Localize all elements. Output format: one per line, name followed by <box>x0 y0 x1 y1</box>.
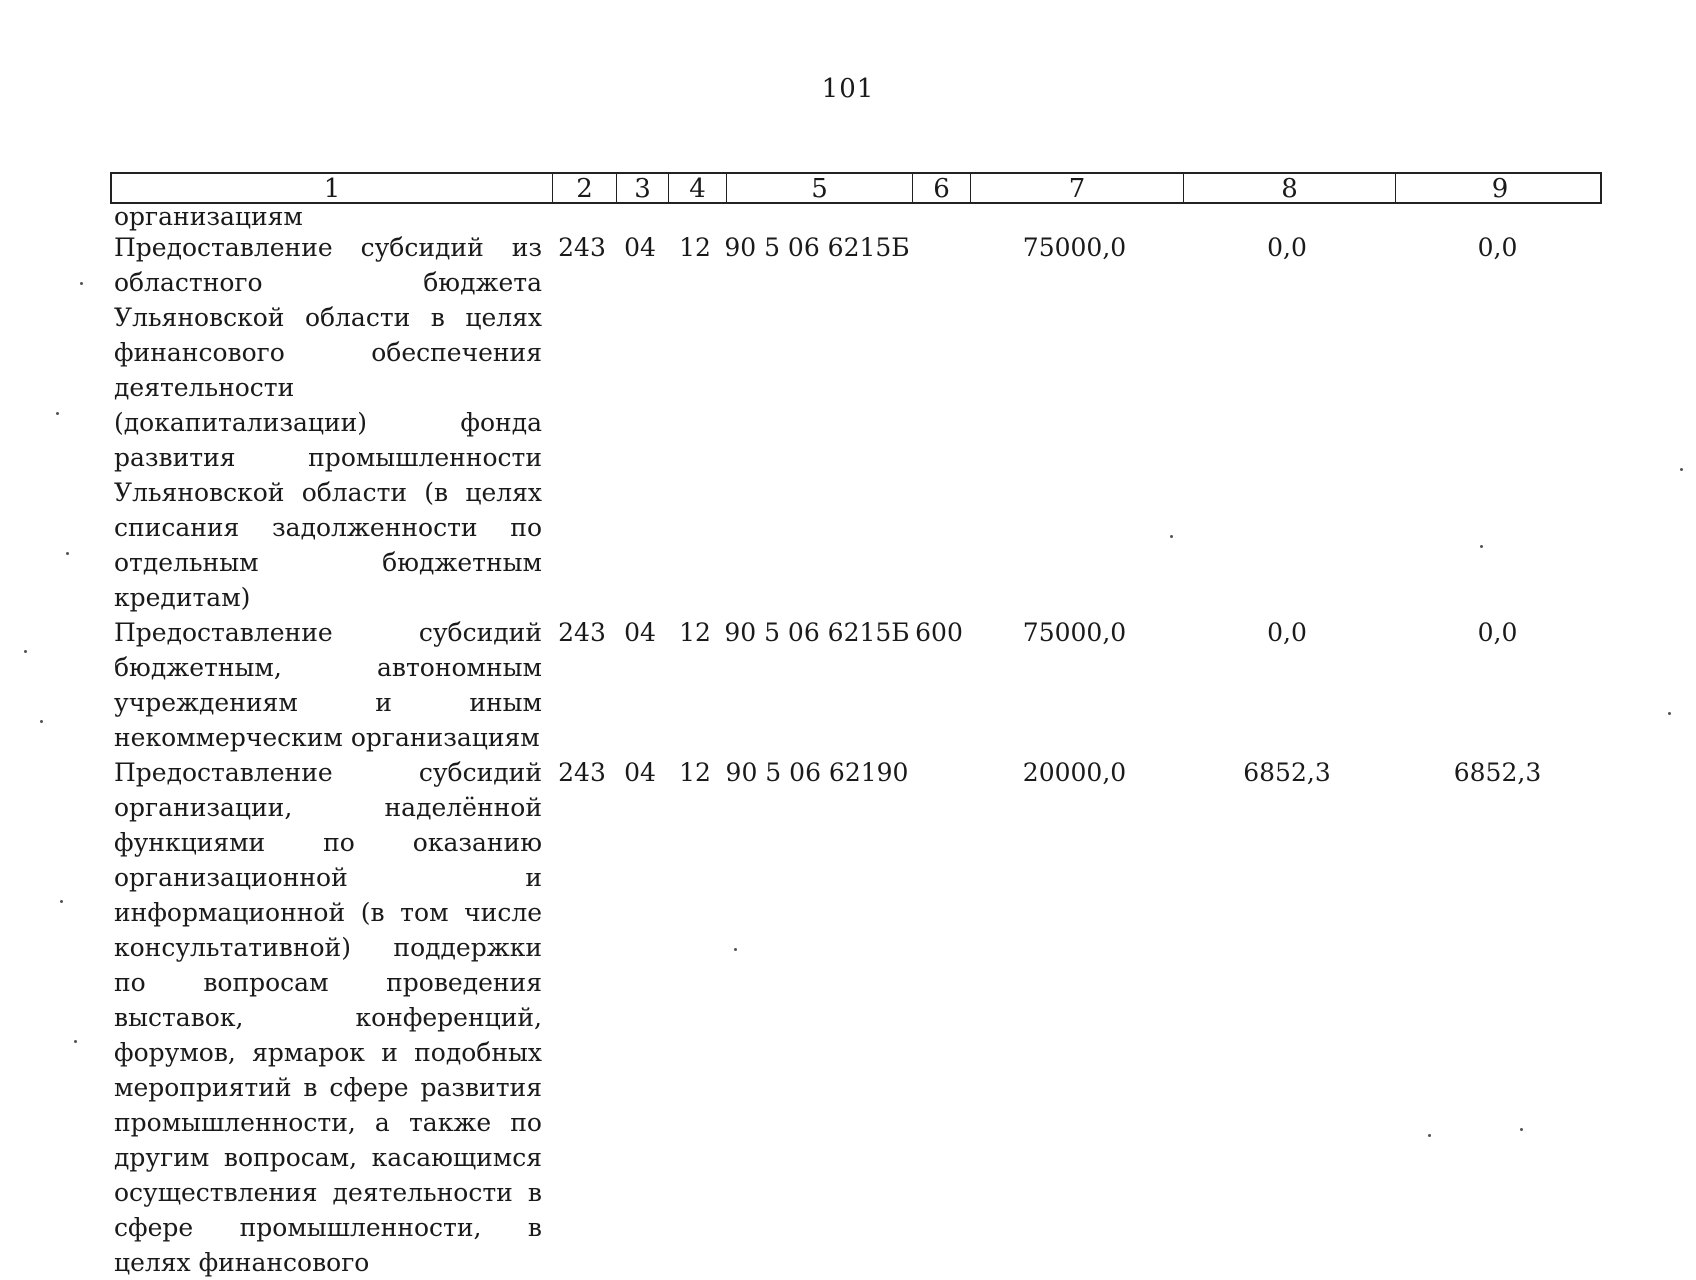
cell-col-2: 243 <box>558 233 606 262</box>
cell-col-2: 243 <box>558 618 606 647</box>
cell-col-6 <box>910 230 968 615</box>
budget-table <box>110 172 1602 1280</box>
table-row <box>110 615 1602 755</box>
scan-speck <box>734 948 737 951</box>
scan-speck <box>1170 535 1173 538</box>
cell-col-7: 75000,0 <box>1022 233 1127 262</box>
table-row <box>110 230 1602 615</box>
cell-col-2: 243 <box>558 758 606 787</box>
cell-col-7: 20000,0 <box>1022 758 1127 787</box>
scan-speck <box>1480 545 1483 548</box>
scan-speck <box>60 900 63 903</box>
scan-speck <box>24 650 27 653</box>
cell-col-9: 0,0 <box>1477 233 1518 262</box>
table-row-continuation <box>110 204 1602 230</box>
column-number-2: 2 <box>552 174 616 204</box>
cell-col-3: 04 <box>624 618 656 647</box>
cell-col-4: 12 <box>679 758 711 787</box>
scan-speck <box>1680 468 1683 471</box>
column-number-5: 5 <box>726 174 912 204</box>
scan-speck <box>1428 1134 1431 1137</box>
column-number-3: 3 <box>616 174 668 204</box>
cell-col-9: 6852,3 <box>1453 758 1542 787</box>
row-name: Предоставление субсидий бюджетным, автономным учреждениям и иным некоммерческим организациям <box>114 618 542 752</box>
column-number-4: 4 <box>668 174 726 204</box>
scan-speck <box>40 720 43 723</box>
cell-col-3: 04 <box>624 233 656 262</box>
cell-col-6 <box>910 755 968 1280</box>
cell-col-6: 600 <box>915 618 963 647</box>
row-name: Предоставление субсидий из областного бюджета Ульяновской области в целях финансового обеспечения деятельности (докапитализации) фонда развития промышленности Ульяновской области (в целях списания задолженности по отдельным бюджетным кредитам) <box>114 233 542 612</box>
cell-col-8: 0,0 <box>1267 618 1307 647</box>
scan-speck <box>74 1040 77 1043</box>
column-number-7: 7 <box>970 174 1183 204</box>
scan-speck <box>80 282 83 285</box>
cell-col-4: 12 <box>679 233 711 262</box>
row-name: организациям <box>114 202 303 231</box>
cell-col-5: 90 5 06 62190 <box>725 758 909 787</box>
column-number-9: 9 <box>1395 174 1604 204</box>
table-row <box>110 755 1602 1280</box>
scan-speck <box>1668 712 1671 715</box>
scan-speck <box>56 412 59 415</box>
page-number: 101 <box>821 74 875 104</box>
cell-col-8: 0,0 <box>1267 233 1307 262</box>
column-number-8: 8 <box>1183 174 1395 204</box>
cell-col-3: 04 <box>624 758 656 787</box>
cell-col-9: 0,0 <box>1477 618 1518 647</box>
scan-speck <box>66 552 69 555</box>
cell-col-5: 90 5 06 6215Б <box>724 233 910 262</box>
column-number-6: 6 <box>912 174 970 204</box>
column-number-header <box>110 172 1602 204</box>
cell-col-4: 12 <box>679 618 711 647</box>
column-number-1: 1 <box>323 174 341 204</box>
row-name: Предоставление субсидий организации, наделённой функциями по оказанию организационной и информационной (в том числе консультативной) поддержки по вопросам проведения выставок, конференций, форумов, ярмарок и подобных мероприятий в сфере развития промышленности, а также по другим вопросам, касающимся осуществления деятельности в сфере промышленности, в целях финансового <box>114 758 542 1277</box>
cell-col-8: 6852,3 <box>1243 758 1331 787</box>
cell-col-5: 90 5 06 6215Б <box>724 618 910 647</box>
cell-col-7: 75000,0 <box>1022 618 1127 647</box>
scan-speck <box>1520 1128 1523 1131</box>
